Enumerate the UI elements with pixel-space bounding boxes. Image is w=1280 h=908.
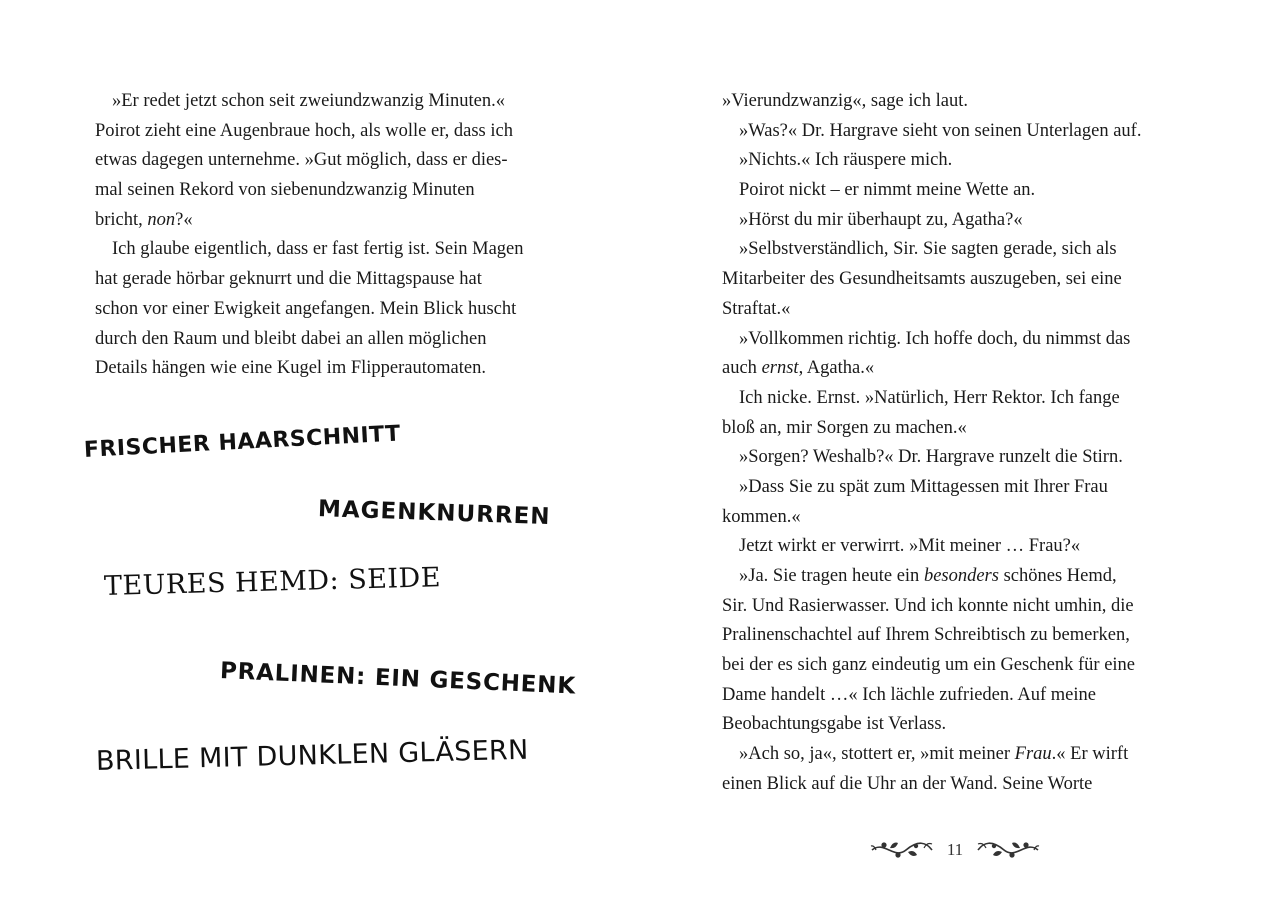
text-line: Mitarbeiter des Gesundheitsamts auszugeben, sei eine	[722, 269, 1122, 290]
handwritten-note-hemd: TEURES HEMD: SEIDE	[103, 562, 442, 602]
handwritten-note-brille: BRILLE MIT DUNKLEN GLÄSERN	[95, 734, 529, 777]
text-line: bloß an, mir Sorgen zu machen.«	[722, 417, 967, 438]
floral-flourish-icon	[870, 834, 934, 866]
text-line: etwas dagegen unternehme. »Gut möglich, dass er dies-	[95, 150, 508, 171]
right-page-body-text	[722, 87, 1141, 800]
text-line: durch den Raum und bleibt dabei an allen möglichen	[95, 328, 487, 349]
text-line: bei der es sich ganz eindeutig um ein Geschenk für eine	[722, 655, 1136, 676]
text-line-part: .« Er wirft	[1051, 744, 1129, 765]
text-line: Poirot nickt – er nimmt meine Wette an.	[739, 180, 1036, 201]
left-page-body-text	[95, 87, 524, 384]
text-line-part: auch	[722, 358, 762, 379]
emphasized-word: ernst	[761, 358, 799, 379]
text-line: »Sorgen? Weshalb?« Dr. Hargrave runzelt die Stirn.	[739, 447, 1123, 468]
text-line-part: ?«	[175, 209, 193, 230]
emphasized-word: non	[147, 209, 176, 230]
text-line: einen Blick auf die Uhr an der Wand. Seine Worte	[722, 773, 1093, 794]
emphasized-word: Frau	[1014, 744, 1052, 765]
text-line: Sir. Und Rasierwasser. Und ich konnte nicht umhin, die	[722, 595, 1134, 616]
text-line: kommen.«	[722, 506, 801, 527]
text-line: schon vor einer Ewigkeit angefangen. Mein Blick huscht	[95, 298, 517, 319]
text-line	[722, 562, 1141, 592]
text-line: Details hängen wie eine Kugel im Flipperautomaten.	[95, 358, 486, 379]
text-line: Dame handelt …« Ich lächle zufrieden. Auf meine	[722, 684, 1096, 705]
text-line: »Er redet jetzt schon seit zweiundzwanzig Minuten.«	[112, 91, 505, 111]
text-line-part: »Ja. Sie tragen heute ein	[739, 566, 924, 586]
page-footer	[870, 834, 1040, 866]
text-line	[722, 354, 1141, 384]
text-line: Beobachtungsgabe ist Verlass.	[722, 714, 947, 735]
text-line-part: »Ach so, ja«, stottert er, »mit meiner	[739, 744, 1015, 765]
handwritten-note-pralinen: PRALINEN: EIN GESCHENK	[219, 658, 577, 700]
text-line: hat gerade hörbar geknurrt und die Mittagspause hat	[95, 269, 482, 290]
handwritten-note-haarschnitt: FRISCHER HAARSCHNITT	[83, 421, 402, 463]
right-page	[640, 0, 1280, 908]
floral-flourish-icon	[976, 834, 1040, 866]
text-line: Jetzt wirkt er verwirrt. »Mit meiner … Frau?«	[739, 536, 1081, 557]
text-line	[722, 740, 1141, 770]
text-line: »Selbstverständlich, Sir. Sie sagten gerade, sich als	[739, 239, 1117, 260]
text-line-part: , Agatha.«	[798, 358, 875, 379]
text-line-part: schönes Hemd,	[998, 566, 1117, 586]
page-number: 11	[946, 840, 964, 859]
text-line: »Dass Sie zu spät zum Mittagessen mit Ihrer Frau	[739, 476, 1108, 497]
text-line: »Vierundzwanzig«, sage ich laut.	[722, 91, 968, 111]
text-line-part: bricht,	[95, 209, 148, 230]
text-line: Ich nicke. Ernst. »Natürlich, Herr Rektor. Ich fange	[739, 387, 1120, 408]
text-line: Ich glaube eigentlich, dass er fast fertig ist. Sein Magen	[112, 239, 524, 260]
text-line: »Hörst du mir überhaupt zu, Agatha?«	[739, 209, 1023, 230]
text-line: »Vollkommen richtig. Ich hoffe doch, du nimmst das	[739, 328, 1131, 349]
text-line: mal seinen Rekord von siebenundzwanzig Minuten	[95, 180, 475, 201]
text-line	[95, 206, 524, 236]
handwritten-note-magenknurren: MAGENKNURREN	[317, 496, 551, 531]
text-line: Pralinenschachtel auf Ihrem Schreibtisch zu bemerken,	[722, 625, 1130, 646]
text-line: Poirot zieht eine Augenbraue hoch, als wolle er, dass ich	[95, 120, 513, 141]
text-line: »Nichts.« Ich räuspere mich.	[739, 150, 953, 171]
text-line: »Was?« Dr. Hargrave sieht von seinen Unterlagen auf.	[739, 120, 1142, 141]
text-line: Straftat.«	[722, 298, 791, 319]
emphasized-word: besonders	[923, 566, 999, 586]
